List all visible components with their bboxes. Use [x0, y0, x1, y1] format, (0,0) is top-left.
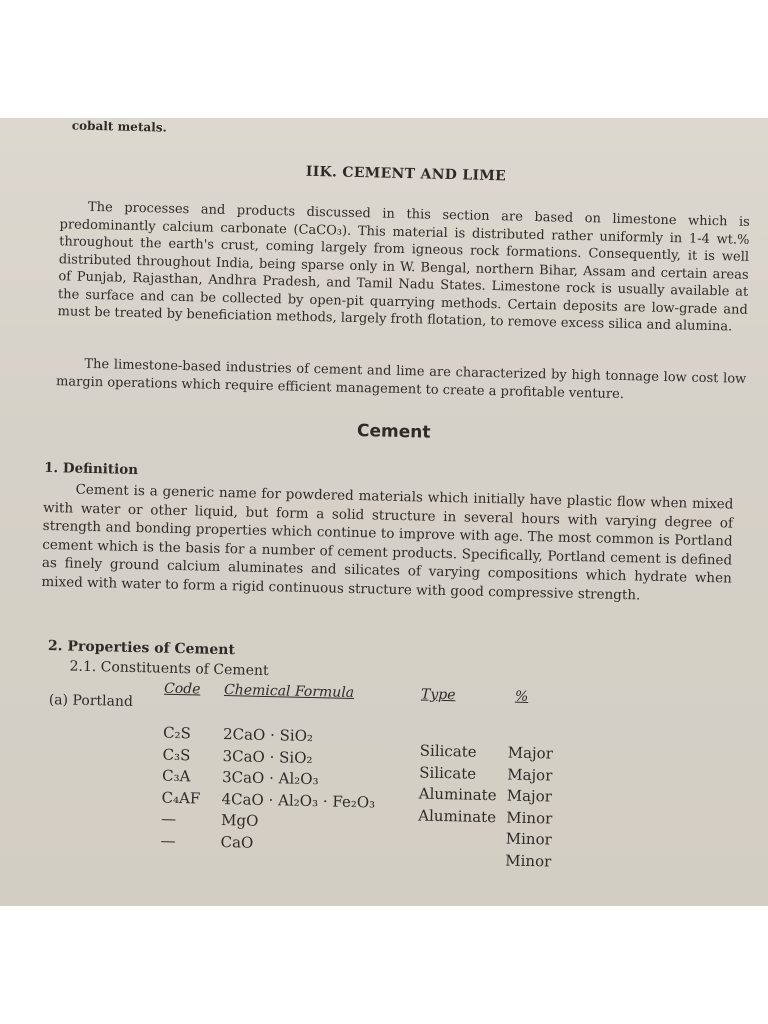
- table-cell-formula: 3CaO · SiO₂: [222, 746, 313, 767]
- table-cell-type: Silicate: [419, 763, 477, 783]
- percent-column: [505, 743, 554, 873]
- table-cell-percent: Major: [507, 764, 553, 785]
- intro-paragraph: The processes and products discussed in this section are based on limestone which is predominantly calcium carbonate (CaCO₃). This material is distributed rather uniformly in 1-4 wt.% throughout the earth's crust, coming largely from igneous rock formations. Consequently, it is well distributed throughout India, being sparse only in W. Bengal, northern Bihar, Assam and certain areas of Punjab, Rajasthan, Andhra Pradesh, and Tamil Nadu States. Limestone rock is usually available at the surface and can be collected by open-pit quarrying methods. Certain deposits are low-grade and must be treated by beneficiation methods, largely froth flotation, to remove excess silica and alumina.: [57, 199, 750, 335]
- table-cell-percent: Major: [506, 786, 553, 806]
- table-cell-formula: 2CaO · SiO₂: [222, 725, 314, 746]
- industry-paragraph: The limestone-based industries of cement and lime are characterized by high tonnage low cost low margin operations which require efficient management to create a profitable venture.: [55, 356, 747, 402]
- percent-column-header: %: [514, 688, 529, 705]
- type-column: [418, 741, 498, 829]
- table-cell-formula: 4CaO · Al₂O₃ · Fe₂O₃: [221, 789, 376, 812]
- properties-heading: 2. Properties of Cement: [47, 638, 236, 659]
- table-cell-percent: Minor: [506, 807, 553, 828]
- table-cell-code: C₃A: [161, 766, 191, 786]
- table-cell-code: C₄AF: [161, 788, 201, 808]
- table-cell-type: Silicate: [419, 741, 477, 761]
- definition-heading: 1. Definition: [43, 459, 139, 479]
- table-cell-percent: Minor: [505, 829, 552, 849]
- portland-label: (a) Portland: [48, 692, 134, 710]
- page-content: [41, 118, 750, 871]
- formula-column: [220, 724, 377, 856]
- book-page: [0, 118, 768, 906]
- formula-column-header: Chemical Formula: [223, 682, 355, 701]
- type-column-header: Type: [420, 686, 456, 704]
- table-cell-percent: Minor: [505, 850, 552, 871]
- table-cell-formula: MgO: [220, 811, 259, 830]
- table-cell-code: C₃S: [162, 745, 191, 764]
- table-cell-type: Aluminate: [418, 805, 497, 826]
- table-cell-code: —: [160, 831, 176, 850]
- cement-heading: Cement: [356, 421, 431, 443]
- section-heading: IIK. CEMENT AND LIME: [305, 163, 507, 185]
- definition-paragraph: Cement is a generic name for powdered materials which initially have plastic flow when mixed with water or other liquid, but form a solid structure in several hours with varying degree of strength and bonding properties which continue to improve with age. The most common is Portland cement which is the basis for a number of cement products. Specifically, Portland cement is defined as finely ground calcium aluminates and silicates of varying compositions which hydrate when mixed with water to form a rigid continuous structure with good compressive strength.: [41, 481, 734, 603]
- table-cell-type: Aluminate: [418, 784, 497, 805]
- table-cell-code: C₂S: [162, 723, 192, 743]
- previous-section-tail: cobalt metals.: [71, 118, 167, 135]
- table-cell-percent: Major: [507, 743, 554, 763]
- code-column-header: Code: [163, 680, 201, 698]
- table-cell-formula: 3CaO · Al₂O₃: [221, 768, 319, 789]
- constituents-heading: 2.1. Constituents of Cement: [69, 658, 269, 680]
- table-cell-formula: CaO: [220, 832, 254, 852]
- table-cell-code: —: [160, 809, 177, 828]
- code-column: [160, 723, 202, 853]
